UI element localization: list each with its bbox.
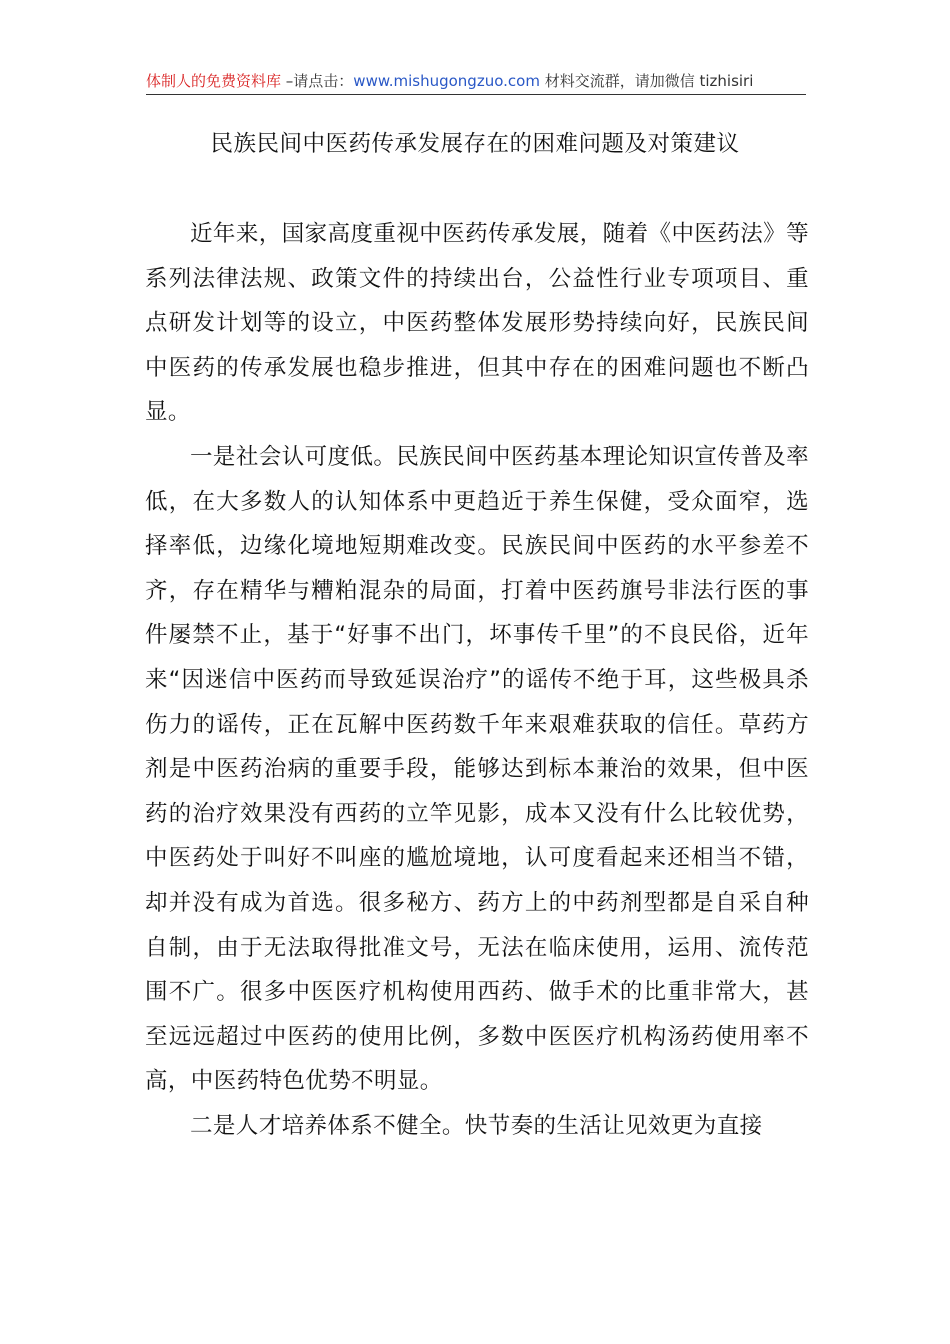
document-body (145, 212, 809, 1148)
paragraph-social-recognition: 一是社会认可度低。民族民间中医药基本理论知识宣传普及率低，在大多数人的认知体系中更趋近于养生保健，受众面窄，选择率低，边缘化境地短期难改变。民族民间中医药的水平参差不齐，存在精华与糟粕混杂的局面，打着中医药旗号非法行医的事件屡禁不止，基于“好事不出门，坏事传千里”的不良民俗，近年来“因迷信中医药而导致延误治疗”的谣传不绝于耳，这些极具杀伤力的谣传，正在瓦解中医药数千年来艰难获取的信任。草药方剂是中医药治病的重要手段，能够达到标本兼治的效果，但中医药的治疗效果没有西药的立竿见影，成本又没有什么比较优势，中医药处于叫好不叫座的尴尬境地，认可度看起来还相当不错，却并没有成为首选。很多秘方、药方上的中药剂型都是自采自种自制，由于无法取得批准文号，无法在临床使用，运用、流传范围不广。很多中医医疗机构使用西药、做手术的比重非常大，甚至远远超过中医药的使用比例，多数中医医疗机构汤药使用率不高，中医药特色优势不明显。 (145, 443, 809, 1095)
document-title: 民族民间中医药传承发展存在的困难问题及对策建议 (210, 131, 740, 157)
page-header (146, 70, 806, 95)
header-prompt: –请点击： (281, 72, 354, 90)
header-contact-text: 材料交流群，请加微信 tizhisiri (539, 72, 754, 90)
header-url-link[interactable]: www.mishugongzuo.com (353, 72, 540, 90)
paragraph-talent-training: 二是人才培养体系不健全。快节奏的生活让见效更为直接 (190, 1112, 763, 1139)
header-brand: 体制人的免费资料库 (146, 72, 282, 90)
paragraph-intro: 近年来，国家高度重视中医药传承发展，随着《中医药法》等系列法律法规、政策文件的持续出台，公益性行业专项项目、重点研发计划等的设立，中医药整体发展形势持续向好，民族民间中医药的传承发展也稳步推进，但其中存在的困难问题也不断凸显。 (145, 221, 809, 426)
